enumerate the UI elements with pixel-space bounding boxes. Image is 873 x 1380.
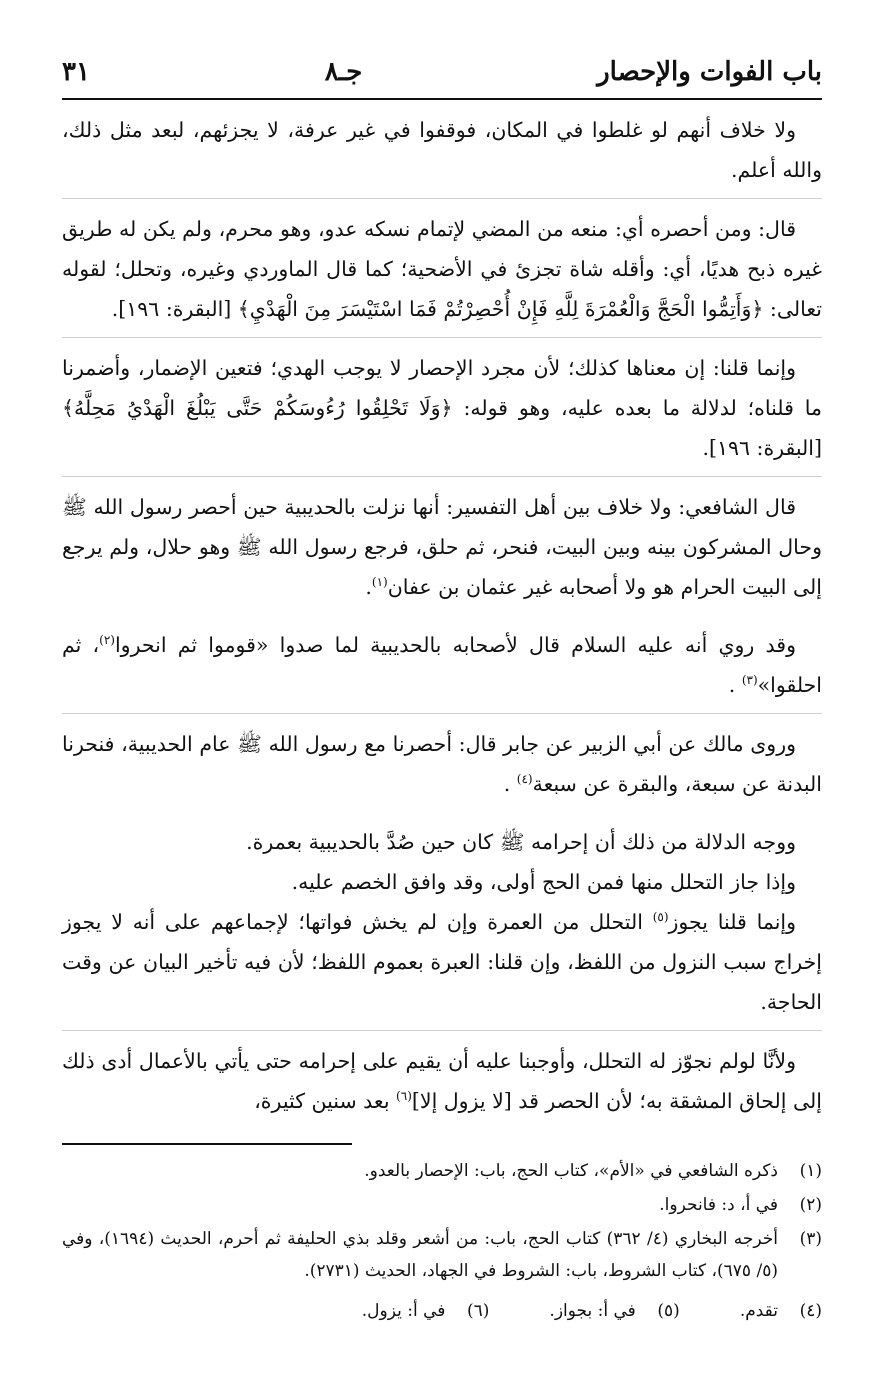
footnote: (٣) أخرجه البخاري (٤/ ٣٦٢) كتاب الحج، باب: من أشعر وقلد بذي الحليفة ثم أحرم، الحديث (١٦٩٤)، وفي (٥/ ٦٧٥)، كتاب الشروط، باب: الشروط في الجهاد، الحديث (٢٧٣١). xyxy=(62,1229,822,1281)
footnote-separator xyxy=(62,1143,352,1145)
footnote: (٢) في أ، د: فانحروا. xyxy=(659,1195,822,1215)
paragraph: ولأنَّا لولم نجوّز له التحلل، وأوجبنا عليه أن يقيم على إحرامه حتى يأتي بالأعمال أدى ذلك إلى إلحاق المشقة به؛ لأن الحصر قد [لا يزول إلا]$^{(٦)}$ بعد سنين كثيرة، xyxy=(62,1049,822,1113)
volume-label: جـ٨ xyxy=(324,57,363,87)
paragraph: وإنما قلنا يجوز$^{(٥)}$ التحلل من العمرة وإن لم يخش فواتها؛ لإجماعهم على أنه لا يجوز إخراج سبب النزول من اللفظ، وإن قلنا: العبرة بعموم اللفظ؛ لأن فيه تأخير البيان عن وقت الحاجة. xyxy=(62,902,822,1031)
chapter-title: باب الفوات والإحصار xyxy=(597,57,822,87)
footnote-ref: (٣) xyxy=(741,673,758,688)
paragraph: قال: ومن أحصره أي: منعه من المضي لإتمام نسكه عدو، وهو محرم، ولم يكن له طريق غيره ذبح هديًا، أي: وأقله شاة تجزئ في الأضحية؛ كما قال الماوردي وغيره، وتحلل؛ لقوله تعالى: ﴿وَأَتِمُّوا الْحَجَّ وَالْعُمْرَةَ لِلَّهِ فَإِنْ أُحْصِرْتُمْ فَمَا اسْتَيْسَرَ مِنَ الْهَدْيِ﴾ [البقرة: ١٩٦]. xyxy=(62,209,822,338)
footnote: (١) ذكره الشافعي في «الأم»، كتاب الحج، باب: الإحصار بالعدو. xyxy=(364,1161,822,1181)
footnote-ref: (١) xyxy=(371,575,388,590)
footnote-ref: (٥) xyxy=(652,910,669,925)
footnote-ref: (٤) xyxy=(516,772,533,787)
footnotes xyxy=(62,1155,822,1327)
page-header xyxy=(62,52,822,100)
paragraph: قال الشافعي: ولا خلاف بين أهل التفسير: أنها نزلت بالحديبية حين أحصر رسول الله ﷺ وحال المشركون بينه وبين البيت، فنحر، ثم حلق، فرجع رسول الله ﷺ وهو حلال، ولم يرجع إلى البيت الحرام هو ولا أصحابه غير عثمان بن عفان$^{(١)}$. xyxy=(62,495,822,599)
page-number: ٣١ xyxy=(62,57,90,87)
paragraph: وروى مالك عن أبي الزبير عن جابر قال: أحصرنا مع رسول الله ﷺ عام الحديبية، فنحرنا البدنة عن سبعة، والبقرة عن سبعة$^{(٤)}$ . xyxy=(62,732,822,796)
footnote: (٥) في أ: بجواز. xyxy=(549,1301,680,1321)
paragraph: ولا خلاف أنهم لو غلطوا في المكان، فوقفوا في غير عرفة، لا يجزئهم، لبعد مثل ذلك، والله أعلم. xyxy=(62,110,822,199)
paragraph: وقد روي أنه عليه السلام قال لأصحابه بالحديبية لما صدوا «قوموا ثم انحروا$^{(٢)}$، ثم احلقوا»$^{(٣)}$ . xyxy=(62,625,822,714)
paragraph: ووجه الدلالة من ذلك أن إحرامه ﷺ كان حين صُدَّ بالحديبية بعمرة. xyxy=(246,830,796,854)
paragraph: وإنما قلنا: إن معناها كذلك؛ لأن مجرد الإحصار لا يوجب الهدي؛ فتعين الإضمار، وأضمرنا ما قلناه؛ لدلالة ما بعده عليه، وهو قوله: ﴿وَلَا تَحْلِقُوا رُءُوسَكُمْ حَتَّى يَبْلُغَ الْهَدْيُ مَحِلَّهُ﴾ [البقرة: ١٩٦]. xyxy=(62,348,822,477)
main-text xyxy=(62,110,822,1129)
footnote-ref: (٢) xyxy=(99,633,115,648)
footnote: (٦) في أ: يزول. xyxy=(361,1301,490,1321)
book-page xyxy=(62,52,822,1327)
footnote: (٤) تقدم. xyxy=(739,1301,822,1321)
paragraph: وإذا جاز التحلل منها فمن الحج أولى، وقد وافق الخصم عليه. xyxy=(291,870,796,894)
footnote-ref: (٦) xyxy=(396,1089,412,1104)
footnote-row xyxy=(62,1295,822,1327)
